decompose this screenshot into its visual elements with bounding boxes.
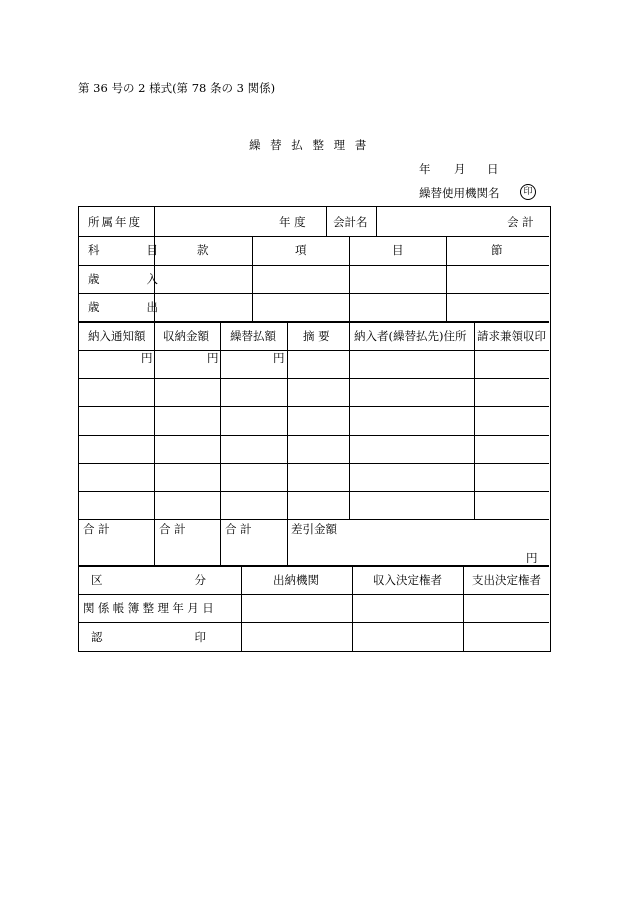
yen-mark: 円 bbox=[207, 351, 219, 365]
header-advance-amount: 繰替払額 bbox=[230, 329, 276, 343]
yen-mark: 円 bbox=[526, 551, 538, 565]
approval-seal-label: 認 印 bbox=[91, 630, 206, 644]
col-revenue-authority: 収入決定権者 bbox=[373, 573, 442, 587]
header-received-amount: 収納金額 bbox=[163, 329, 209, 343]
header-receipt-seal: 請求兼領収印 bbox=[477, 329, 546, 343]
header-notice-amount: 納入通知額 bbox=[88, 329, 146, 343]
col-treasury: 出納機関 bbox=[273, 573, 319, 587]
total-label: 合 計 bbox=[159, 522, 186, 536]
expenditure-label: 歳 出 bbox=[88, 300, 166, 314]
col-setsu: 節 bbox=[491, 243, 503, 257]
header-summary: 摘 要 bbox=[303, 329, 330, 343]
seal-icon: 印 bbox=[520, 184, 536, 200]
date-day: 日 bbox=[487, 162, 499, 176]
total-label: 合 計 bbox=[83, 522, 110, 536]
form-table bbox=[78, 206, 551, 652]
year-suffix: 年 度 bbox=[279, 215, 306, 229]
fiscal-year-label: 所属年度 bbox=[88, 215, 142, 229]
yen-mark: 円 bbox=[273, 351, 285, 365]
form-number: 第 36 号の 2 様式(第 78 条の 3 関係) bbox=[78, 81, 276, 95]
col-kou: 項 bbox=[295, 243, 307, 257]
difference-label: 差引金額 bbox=[291, 522, 337, 536]
revenue-label: 歳 入 bbox=[88, 272, 166, 286]
account-suffix: 会 計 bbox=[507, 215, 534, 229]
yen-mark: 円 bbox=[141, 351, 153, 365]
ledger-date-label: 関係帳簿整理年月日 bbox=[83, 601, 218, 615]
page-title: 繰 替 払 整 理 書 bbox=[249, 138, 370, 152]
header-payer-address: 納入者(繰替払先)住所 bbox=[354, 329, 467, 343]
account-name-label: 会計名 bbox=[333, 215, 368, 229]
agency-label: 繰替使用機関名 bbox=[419, 186, 500, 200]
date-year: 年 bbox=[419, 162, 431, 176]
date-month: 月 bbox=[454, 162, 466, 176]
total-label: 合 計 bbox=[225, 522, 252, 536]
subject-label: 科 目 bbox=[88, 243, 166, 257]
col-kan: 款 bbox=[197, 243, 209, 257]
category-label: 区 分 bbox=[91, 573, 206, 587]
col-expenditure-authority: 支出決定権者 bbox=[472, 573, 541, 587]
col-moku: 目 bbox=[392, 243, 404, 257]
